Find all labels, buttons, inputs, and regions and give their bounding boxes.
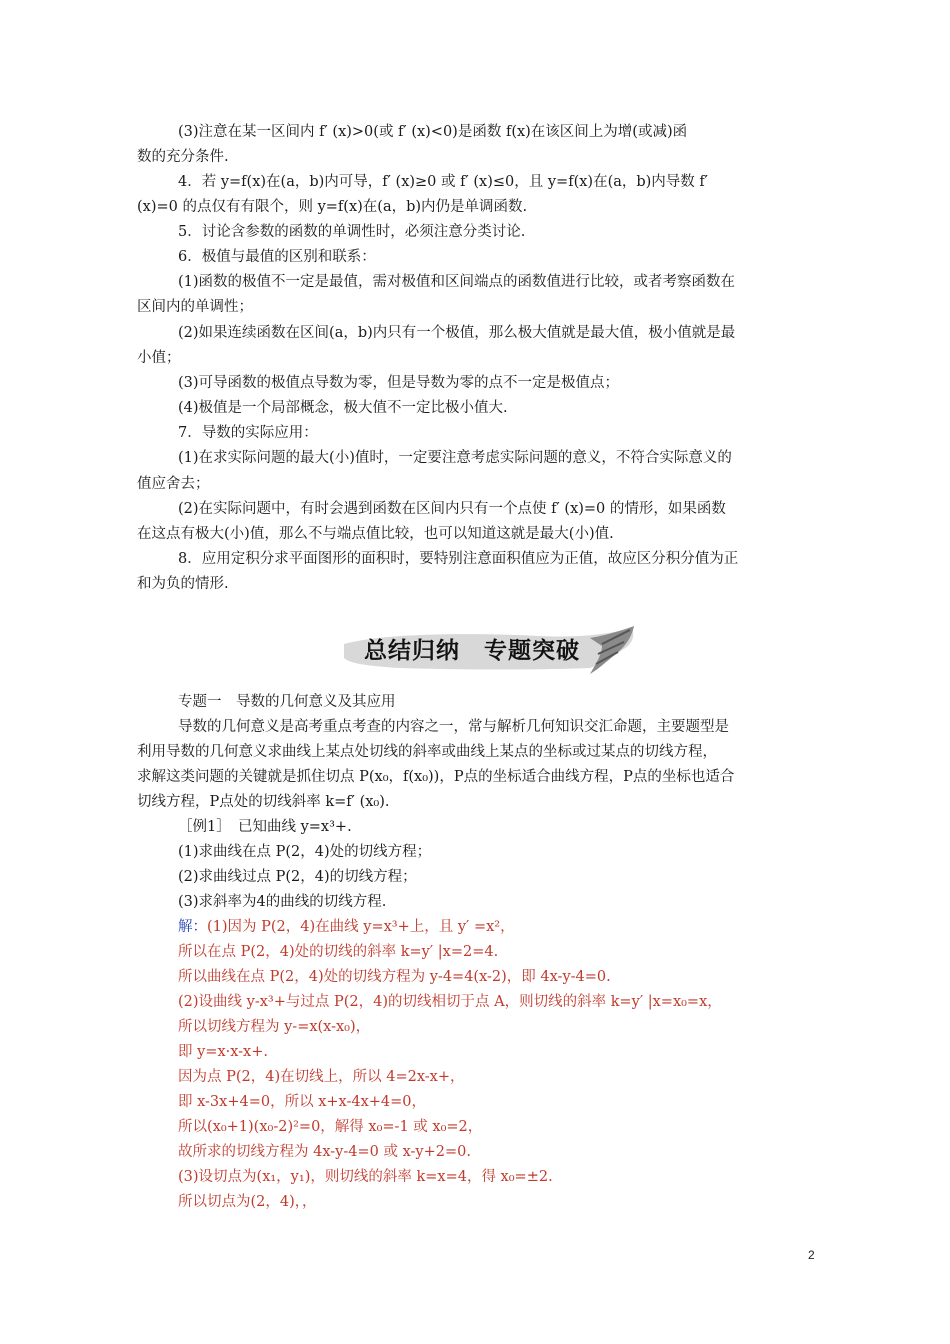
text-line: 导数的几何意义是高考重点考查的内容之一，常与解析几何知识交汇命题，主要题型是 <box>178 719 729 735</box>
text-line: 故所求的切线方程为 4x-y-4=0 或 x-y+2=0. <box>178 1144 471 1160</box>
paragraph-8 <box>137 547 817 572</box>
text-line: ［例1］ 已知曲线 y=x³+. <box>178 819 352 835</box>
banner-title: 总结归纳 专题突破 <box>364 638 580 664</box>
solution-label: 解： <box>178 919 207 935</box>
text-line: 7．导数的实际应用： <box>178 425 318 441</box>
paragraph-7-2 <box>137 497 817 522</box>
text-line: (3)可导函数的极值点导数为零，但是导数为零的点不一定是极值点； <box>178 375 620 391</box>
solution-line-1 <box>137 915 817 940</box>
paragraph-6 <box>137 245 817 270</box>
text-line: 和为负的情形. <box>137 576 229 592</box>
topic-intro-cont1 <box>137 740 817 765</box>
text-line: 切线方程，P点处的切线斜率 k=f′ (x₀). <box>137 794 390 810</box>
solution-line <box>137 1165 817 1190</box>
text-line: 5．讨论含参数的函数的单调性时，必须注意分类讨论. <box>178 224 526 240</box>
text-line: 即 y=x·x-x+. <box>178 1044 268 1060</box>
solution-line <box>137 1140 817 1165</box>
paragraph-3-note-cont <box>137 145 817 170</box>
section-banner <box>340 624 640 676</box>
example-heading <box>137 815 817 840</box>
text-line: (1)函数的极值不一定是最值，需对极值和区间端点的函数值进行比较，或者考察函数在 <box>178 274 736 290</box>
text-line: 数的充分条件. <box>137 149 229 165</box>
text-line: 因为点 P(2，4)在切线上，所以 4=2x-x+， <box>178 1069 465 1085</box>
text-line: 利用导数的几何意义求曲线上某点处切线的斜率或曲线上某点的坐标或过某点的切线方程， <box>137 744 717 760</box>
example-q3 <box>137 890 817 915</box>
text-line: (1)求曲线在点 P(2，4)处的切线方程； <box>178 844 432 860</box>
example-q2 <box>137 865 817 890</box>
topic-heading <box>137 690 817 715</box>
solution-line <box>137 990 817 1015</box>
text-line: 所以曲线在点 P(2，4)处的切线方程为 y-4=4(x-2)，即 4x-y-4=0. <box>178 969 611 985</box>
paragraph-6-4 <box>137 396 817 421</box>
paragraph-7-1 <box>137 446 817 471</box>
paragraph-6-2 <box>137 321 817 346</box>
paragraph-7-2-cont <box>137 522 817 547</box>
text-line: 所以(x₀+1)(x₀-2)²=0，解得 x₀=-1 或 x₀=2， <box>178 1119 483 1135</box>
text-line: (x)=0 的点仅有有限个，则 y=f(x)在(a，b)内仍是单调函数. <box>137 199 528 215</box>
solution-line <box>137 1065 817 1090</box>
paragraph-7-1-cont <box>137 472 817 497</box>
solution-line <box>137 940 817 965</box>
paragraph-3-note <box>137 120 817 145</box>
paragraph-4-cont <box>137 195 817 220</box>
paragraph-6-2-cont <box>137 346 817 371</box>
text-line: (2)如果连续函数在区间(a，b)内只有一个极值，那么极大值就是最大值，极小值就是最 <box>178 325 736 341</box>
solution-line <box>137 1015 817 1040</box>
text-line: 6．极值与最值的区别和联系： <box>178 249 376 265</box>
text-line: 所以切线方程为 y-=x(x-x₀)， <box>178 1019 371 1035</box>
paragraph-8-cont <box>137 572 817 597</box>
topic-intro-cont2 <box>137 765 817 790</box>
paragraph-7 <box>137 421 817 446</box>
text-line: (2)在实际问题中，有时会遇到函数在区间内只有一个点使 f′ (x)=0 的情形，如果函数 <box>178 501 726 517</box>
text-line: 所以在点 P(2，4)处的切线的斜率 k=y′ |x=2=4. <box>178 944 499 960</box>
topic-intro-cont3 <box>137 790 817 815</box>
solution-line <box>137 965 817 990</box>
paragraph-6-1-cont <box>137 295 817 320</box>
paragraph-6-1 <box>137 270 817 295</box>
solution-line <box>137 1040 817 1065</box>
text-line: 8．应用定积分求平面图形的面积时，要特别注意面积值应为正值，故应区分积分值为正 <box>178 551 739 567</box>
text-line: (2)求曲线过点 P(2，4)的切线方程； <box>178 869 417 885</box>
text-line: (3)求斜率为4的曲线的切线方程. <box>178 894 387 910</box>
page-number: 2 <box>808 1248 815 1262</box>
text-line: 所以切点为(2，4)，， <box>178 1194 317 1210</box>
paragraph-4 <box>137 170 817 195</box>
text-line: 区间内的单调性； <box>137 299 253 315</box>
text-line: (4)极值是一个局部概念，极大值不一定比极小值大. <box>178 400 508 416</box>
text-line: 小值； <box>137 350 181 366</box>
text-line: 求解这类问题的关键就是抓住切点 P(x₀，f(x₀))，P点的坐标适合曲线方程，P点的坐标也适合 <box>137 769 735 785</box>
text-line: 专题一 导数的几何意义及其应用 <box>178 694 396 710</box>
example-q1 <box>137 840 817 865</box>
paragraph-5 <box>137 220 817 245</box>
text-line: (1)在求实际问题的最大(小)值时，一定要注意考虑实际问题的意义，不符合实际意义的 <box>178 450 732 466</box>
text-line: (3)注意在某一区间内 f′ (x)>0(或 f′ (x)<0)是函数 f(x)在该区间上为增(或减)函 <box>178 124 688 140</box>
solution-line <box>137 1190 817 1215</box>
text-line: (1)因为 P(2，4)在曲线 y=x³+上，且 y′ =x²， <box>207 919 515 935</box>
text-line: 在这点有极大(小)值，那么不与端点值比较，也可以知道这就是最大(小)值. <box>137 526 614 542</box>
text-line: 4．若 y=f(x)在(a，b)内可导，f′ (x)≥0 或 f′ (x)≤0，且 y=f(x)在(a，b)内导数 f′ <box>178 174 709 190</box>
solution-line <box>137 1115 817 1140</box>
topic-intro <box>137 715 817 740</box>
text-line: 即 x-3x+4=0，所以 x+x-4x+4=0， <box>178 1094 426 1110</box>
text-line: (2)设曲线 y-x³+与过点 P(2，4)的切线相切于点 A，则切线的斜率 k=y′ |x=x₀=x， <box>178 994 722 1010</box>
solution-line <box>137 1090 817 1115</box>
text-line: 值应舍去； <box>137 476 210 492</box>
text-line: (3)设切点为(x₁，y₁)，则切线的斜率 k=x=4，得 x₀=±2. <box>178 1169 553 1185</box>
paragraph-6-3 <box>137 371 817 396</box>
